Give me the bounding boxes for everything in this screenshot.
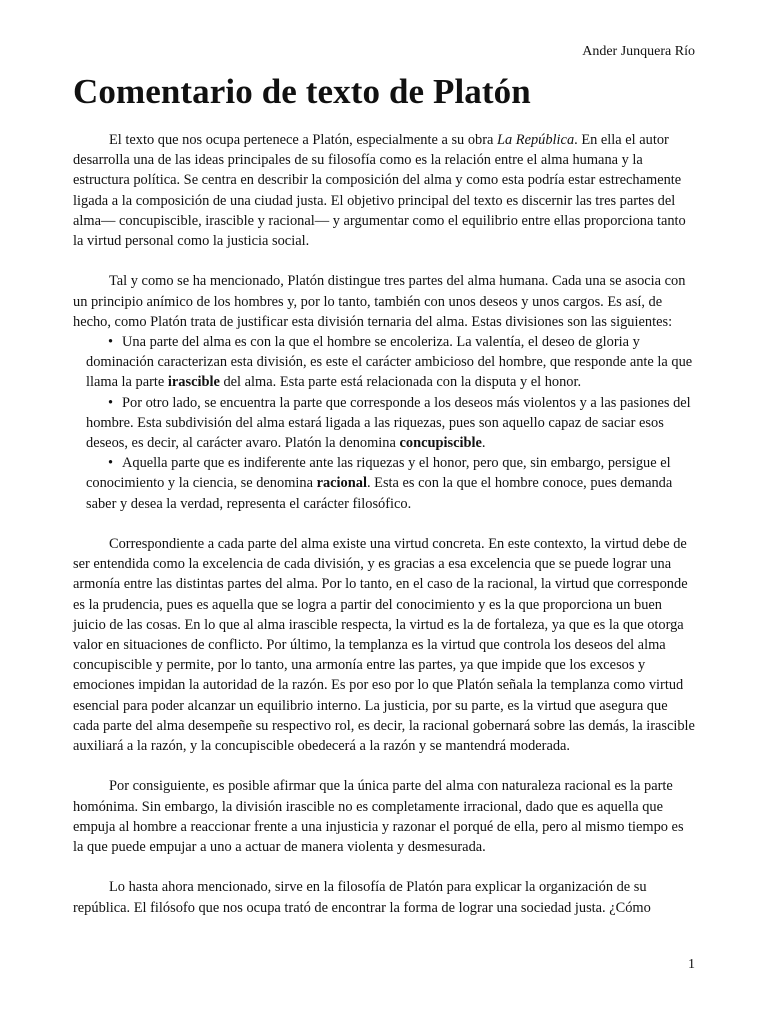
paragraph-divisions: Tal y como se ha mencionado, Platón distingue tres partes del alma humana. Cada una se asocia con un principio anímico de los hombres y, por lo tanto, también con unos deseos y unos cargos. Es así, de hecho, como Platón trata de justificar esta división ternaria del alma. Estas divisiones son las siguientes: bbox=[73, 273, 686, 330]
list-item-text: Aquella parte que es indiferente ante las riquezas y el honor, pero que, sin embargo, persigue el conocimiento y la ciencia, se denomina bbox=[86, 455, 671, 492]
paragraph-rational-nature: Por consiguiente, es posible afirmar que la única parte del alma con naturaleza racional es la parte homónima. Sin embargo, la división irascible no es completamente irracional, dado que es aquella que empuja al hombre a reaccionar frente a una injusticia y razonar el porqué de ella, pero al mismo tiempo es la que puede empujar a uno a actuar de manera violenta y desmesurada. bbox=[73, 778, 684, 856]
bullet-icon: • bbox=[108, 455, 114, 472]
paragraph-intro bbox=[73, 130, 695, 251]
document-page bbox=[73, 0, 695, 1024]
paragraph-intro-text-b: . En ella el autor desarrolla una de las ideas principales de su filosofía como es la relación entre el alma humana y la estructura política. Se centra en describir la composición del alma y como esta podría estar estrechamente ligada a la composición de una ciudad justa. El objetivo principal del texto es discernir las tres partes del alma— concupiscible, irascible y racional— y argumentar como el equilibrio entre ellas proporciona tanto la virtud personal como la justicia social. bbox=[73, 132, 686, 250]
bullet-icon: • bbox=[108, 394, 114, 411]
document-title: Comentario de texto de Platón bbox=[73, 72, 531, 111]
term-racional: racional bbox=[316, 475, 367, 492]
list-item-text: del alma. Esta parte está relacionada con la disputa y el honor. bbox=[219, 374, 582, 391]
paragraph-republic: Lo hasta ahora mencionado, sirve en la filosofía de Platón para explicar la organización de su república. El filósofo que nos ocupa trató de encontrar la forma de lograr una sociedad justa. ¿Cómo bbox=[73, 879, 651, 916]
paragraph-intro-text-a: El texto que nos ocupa pertenece a Platón, especialmente a su obra bbox=[109, 132, 497, 148]
soul-parts-list bbox=[73, 332, 695, 514]
work-title: La República bbox=[497, 132, 575, 148]
list-item-irascible bbox=[86, 332, 695, 393]
page-number: 1 bbox=[688, 957, 695, 972]
paragraph-virtues: Correspondiente a cada parte del alma existe una virtud concreta. En este contexto, la virtud debe de ser entendida como la excelencia de cada división, y es gracias a esa excelencia que se puede lograr una armonía entre las distintas partes del alma. Por lo tanto, en el caso de la racional, la virtud que corresponde es la prudencia, pues es aquella que se logra a partir del conocimiento y es la que proporciona un buen juicio de las cosas. En lo que al alma irascible respecta, la virtud es la de fortaleza, ya que es la que otorga valor en situaciones de conflicto. Por último, la templanza es la virtud que controla los deseos del alma concupiscible y permite, por lo tanto, una armonía entre las partes, ya que impide que los excesos y emociones impidan la autoridad de la razón. Es por eso por lo que Platón señala la templanza como virtud esencial para poder alcanzar un equilibrio interno. La justicia, por su parte, es la virtud que asegura que cada parte del alma desempeñe su respectivo rol, es decir, la racional gobernará sobre las demás, la irascible auxiliará a la razón, y la concupiscible obedecerá a la razón y se mantendrá moderada. bbox=[73, 536, 695, 755]
term-concupiscible: concupiscible bbox=[399, 435, 482, 452]
list-item-racional bbox=[86, 453, 695, 514]
list-item-text: . Esta es con la que el hombre conoce, pues demanda saber y desea la verdad, representa el carácter filosófico. bbox=[86, 475, 673, 512]
list-item-text: . bbox=[481, 435, 486, 452]
author-name: Ander Junquera Río bbox=[582, 44, 695, 59]
list-item-text: Una parte del alma es con la que el hombre se encoleriza. La valentía, el deseo de gloria y dominación caracterizan esta división, es este el carácter ambicioso del hombre, que responde ante la que llama la parte bbox=[86, 334, 693, 391]
bullet-icon: • bbox=[108, 334, 114, 351]
document-body bbox=[73, 130, 695, 918]
list-item-concupiscible bbox=[86, 393, 695, 454]
term-irascible: irascible bbox=[167, 374, 220, 391]
list-item-text: Por otro lado, se encuentra la parte que corresponde a los deseos más violentos y a las pasiones del hombre. Esta subdivisión del alma estará ligada a las riquezas, pues son aquello capaz de saciar esos deseos, es decir, al carácter avaro. Platón la denomina bbox=[86, 394, 691, 452]
